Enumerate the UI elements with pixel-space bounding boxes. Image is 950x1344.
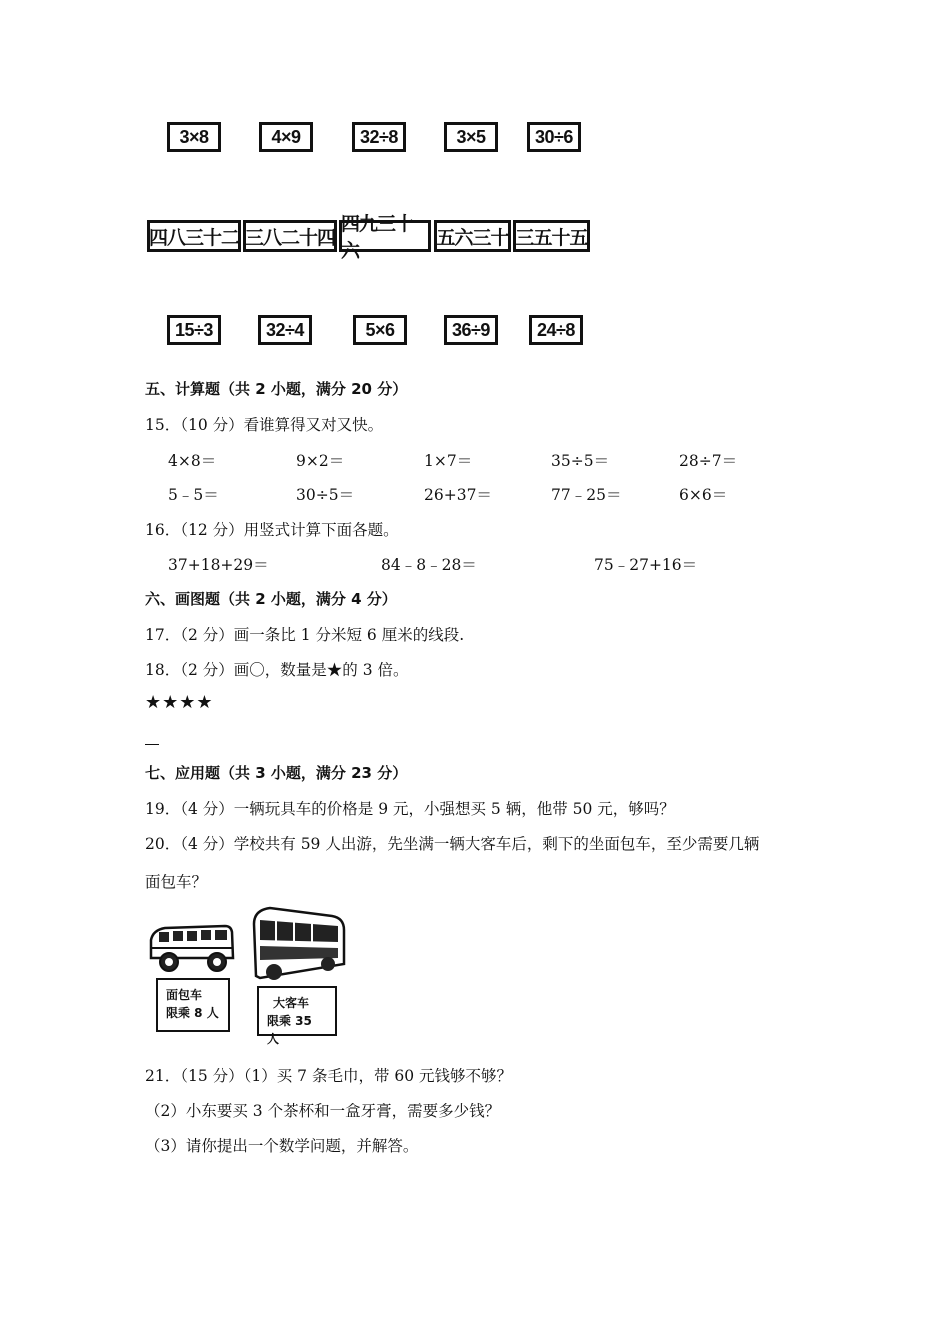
- q15-row2-item-2: 30÷5＝: [296, 486, 355, 504]
- bus-sign-name: 大客车: [273, 996, 310, 1010]
- q15-row2-item-4: 77﹣25＝: [551, 486, 622, 504]
- answer-line: [145, 744, 159, 745]
- q15-row1-item-2: 9×2＝: [296, 452, 345, 470]
- bus-icon: [250, 904, 348, 984]
- question-20-line-1: 20．（4 分）学校共有 59 人出游，先坐满一辆大客车后，剩下的坐面包车，至少需要几辆: [145, 835, 760, 853]
- card-middle-1: 四八三十二: [147, 220, 241, 252]
- card-top-4: 3×5: [444, 122, 498, 152]
- q15-row1-item-3: 1×7＝: [424, 452, 473, 470]
- bus-sign-limit: 限乘 35 人: [267, 1014, 312, 1046]
- question-21-line-2: （2）小东要买 3 个茶杯和一盒牙膏，需要多少钱？: [145, 1102, 501, 1120]
- van-sign: [156, 978, 230, 1032]
- section-6-heading: 六、画图题（共 2 小题，满分 4 分）: [145, 590, 397, 608]
- question-21-line-3: （3）请你提出一个数学问题，并解答。: [145, 1137, 419, 1155]
- question-16-title: 16．（12 分）用竖式计算下面各题。: [145, 521, 399, 539]
- van-sign-limit: 限乘 8 人: [166, 1006, 219, 1020]
- question-20-line-2: 面包车？: [145, 873, 208, 891]
- card-middle-2: 三八二十四: [243, 220, 337, 252]
- bus-sign: [257, 986, 337, 1046]
- card-middle-5: 三五十五: [513, 220, 590, 252]
- card-top-5: 30÷6: [527, 122, 581, 152]
- question-17-title: 17．（2 分）画一条比 1 分米短 6 厘米的线段.: [145, 626, 465, 644]
- card-top-2: 4×9: [259, 122, 313, 152]
- question-19-title: 19．（4 分）一辆玩具车的价格是 9 元，小强想买 5 辆，他带 50 元，够吗？: [145, 800, 675, 818]
- card-bottom-2: 32÷4: [258, 315, 312, 345]
- q16-item-3: 75﹣27+16＝: [594, 556, 698, 574]
- card-bottom-1: 15÷3: [167, 315, 221, 345]
- card-bottom-3: 5×6: [353, 315, 407, 345]
- question-21-line-1: 21．（15 分）（1）买 7 条毛巾，带 60 元钱够不够？: [145, 1067, 513, 1085]
- card-middle-3: 四九三十六: [339, 220, 431, 252]
- star-row: ★★★★: [145, 692, 214, 713]
- section-5-heading: 五、计算题（共 2 小题，满分 20 分）: [145, 380, 408, 398]
- van-sign-name: 面包车: [166, 988, 203, 1002]
- van-icon: [145, 918, 237, 978]
- card-bottom-5: 24÷8: [529, 315, 583, 345]
- q16-item-1: 37+18+29＝: [168, 556, 269, 574]
- q15-row1-item-1: 4×8＝: [168, 452, 217, 470]
- question-15-title: 15．（10 分）看谁算得又对又快。: [145, 416, 384, 434]
- q15-row1-item-5: 28÷7＝: [679, 452, 738, 470]
- q15-row1-item-4: 35÷5＝: [551, 452, 610, 470]
- card-top-3: 32÷8: [352, 122, 406, 152]
- q15-row2-item-5: 6×6＝: [679, 486, 728, 504]
- card-top-1: 3×8: [167, 122, 221, 152]
- section-7-heading: 七、应用题（共 3 小题，满分 23 分）: [145, 764, 408, 782]
- card-bottom-4: 36÷9: [444, 315, 498, 345]
- q16-item-2: 84﹣8﹣28＝: [381, 556, 477, 574]
- card-middle-4: 五六三十: [434, 220, 511, 252]
- question-18-title: 18．（2 分）画〇，数量是★的 3 倍。: [145, 661, 409, 679]
- q15-row2-item-1: 5﹣5＝: [168, 486, 219, 504]
- q15-row2-item-3: 26+37＝: [424, 486, 492, 504]
